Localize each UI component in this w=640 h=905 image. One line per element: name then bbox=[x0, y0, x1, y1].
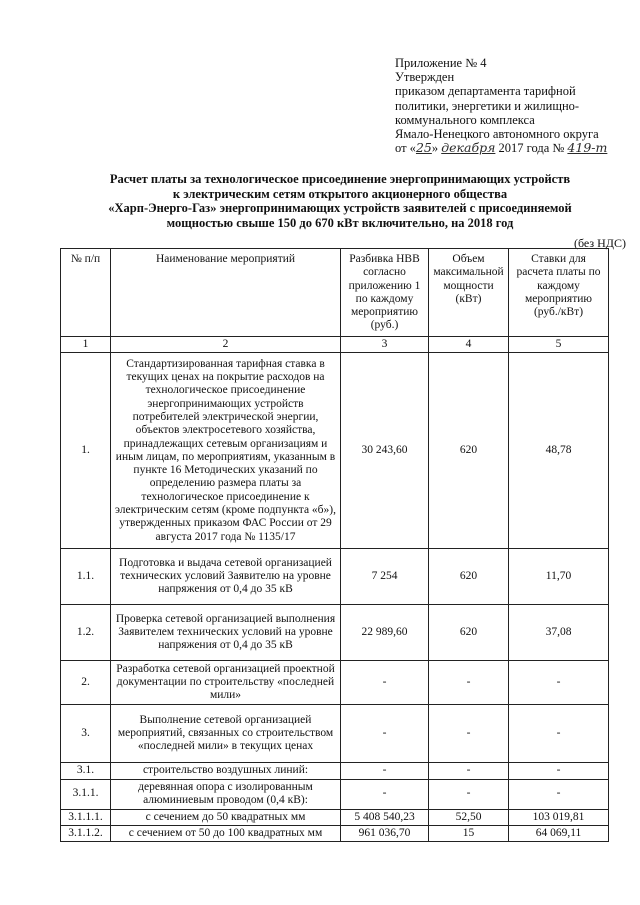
row-name: Разработка сетевой организацией проектной документации по строительству «последней мили» bbox=[111, 661, 341, 705]
table-row bbox=[61, 353, 609, 549]
row-power: - bbox=[429, 705, 509, 763]
header-rate: Ставки для расчета платы по каждому мероприятию (руб./кВт) bbox=[509, 249, 609, 337]
header-num: № п/п bbox=[61, 249, 111, 337]
row-rate: 37,08 bbox=[509, 605, 609, 661]
row-num: 3.1.1.2. bbox=[61, 825, 111, 841]
row-nvv: 5 408 540,23 bbox=[341, 809, 429, 825]
row-power: 52,50 bbox=[429, 809, 509, 825]
vat-note: (без НДС) bbox=[573, 236, 626, 250]
row-power: - bbox=[429, 763, 509, 779]
row-power: 620 bbox=[429, 353, 509, 549]
document-title bbox=[60, 172, 620, 230]
approval-line: Ямало-Ненецкого автономного округа bbox=[395, 127, 599, 142]
row-nvv: - bbox=[341, 661, 429, 705]
row-nvv: 7 254 bbox=[341, 549, 429, 605]
approval-line: приказом департамента тарифной bbox=[395, 84, 576, 99]
title-line: «Харп-Энерго-Газ» энергопринимающих устройств заявителей с присоединяемой bbox=[108, 201, 572, 215]
row-name: Стандартизированная тарифная ставка в текущих ценах на покрытие расходов на технологическое присоединение энергопринимающих устройств потребителей электрической энергии, объектов электросетевого хозяйства, принадлежащих сетевым организациям и иным лицам, по мероприятиям, указанным в пункте 16 Методических указаний по определению размера платы за технологическое присоединение к электрическим сетям (кроме подпункта «б»), утвержденных приказом ФАС России от 29 августа 2017 года № 1135/17 bbox=[111, 353, 341, 549]
row-num: 3.1.1. bbox=[61, 779, 111, 809]
row-power: - bbox=[429, 779, 509, 809]
row-rate: 11,70 bbox=[509, 549, 609, 605]
row-num: 1. bbox=[61, 353, 111, 549]
header-row bbox=[61, 249, 609, 337]
calculation-table bbox=[60, 248, 609, 842]
row-name: Выполнение сетевой организацией мероприятий, связанных со строительством «последней мили» в текущих ценах bbox=[111, 705, 341, 763]
row-rate: 64 069,11 bbox=[509, 825, 609, 841]
title-line: мощностью свыше 150 до 670 кВт включительно, на 2018 год bbox=[166, 215, 514, 230]
row-nvv: 30 243,60 bbox=[341, 353, 429, 549]
row-rate: 48,78 bbox=[509, 353, 609, 549]
row-rate: - bbox=[509, 661, 609, 705]
row-rate: - bbox=[509, 763, 609, 779]
table-row bbox=[61, 605, 609, 661]
approval-date-line bbox=[395, 141, 625, 155]
row-name: строительство воздушных линий: bbox=[111, 763, 341, 779]
table-row bbox=[61, 705, 609, 763]
col-number: 3 bbox=[341, 337, 429, 353]
col-number: 2 bbox=[111, 337, 341, 353]
table-row bbox=[61, 809, 609, 825]
row-num: 1.2. bbox=[61, 605, 111, 661]
table-row bbox=[61, 779, 609, 809]
col-number: 4 bbox=[429, 337, 509, 353]
date-mid: » bbox=[431, 141, 442, 156]
header-name: Наименование мероприятий bbox=[111, 249, 341, 337]
row-power: 620 bbox=[429, 549, 509, 605]
row-name: с сечением от 50 до 100 квадратных мм bbox=[111, 825, 341, 841]
column-number-row bbox=[61, 337, 609, 353]
row-name: Подготовка и выдача сетевой организацией технических условий Заявителю на уровне напряжения от 0,4 до 35 кВ bbox=[111, 549, 341, 605]
row-nvv: - bbox=[341, 705, 429, 763]
table-row bbox=[61, 661, 609, 705]
header-nvv: Разбивка НВВ согласно приложению 1 по каждому мероприятию (руб.) bbox=[341, 249, 429, 337]
col-number: 1 bbox=[61, 337, 111, 353]
row-num: 3.1.1.1. bbox=[61, 809, 111, 825]
approval-line: Утвержден bbox=[395, 70, 455, 85]
date-suffix: 2017 года № bbox=[495, 141, 568, 156]
col-number: 5 bbox=[509, 337, 609, 353]
date-month: декабря bbox=[441, 140, 496, 156]
approval-line: политики, энергетики и жилищно- bbox=[395, 98, 580, 113]
row-num: 2. bbox=[61, 661, 111, 705]
row-nvv: - bbox=[341, 779, 429, 809]
row-rate: 103 019,81 bbox=[509, 809, 609, 825]
row-num: 3.1. bbox=[61, 763, 111, 779]
row-name: Проверка сетевой организацией выполнения Заявителем технических условий на уровне напряжения от 0,4 до 35 кВ bbox=[111, 605, 341, 661]
date-prefix: от « bbox=[395, 141, 416, 156]
row-nvv: - bbox=[341, 763, 429, 779]
approval-block bbox=[395, 56, 625, 155]
row-rate: - bbox=[509, 705, 609, 763]
date-day: 25 bbox=[415, 140, 432, 156]
row-power: 15 bbox=[429, 825, 509, 841]
title-line: к электрическим сетям открытого акционерного общества bbox=[172, 186, 508, 201]
approval-line: коммунального комплекса bbox=[395, 112, 535, 127]
row-power: 620 bbox=[429, 605, 509, 661]
row-name: деревянная опора с изолированным алюминиевым проводом (0,4 кВ): bbox=[111, 779, 341, 809]
row-power: - bbox=[429, 661, 509, 705]
title-line: Расчет платы за технологическое присоединение энергопринимающих устройств bbox=[109, 172, 571, 186]
approval-line: Приложение № 4 bbox=[395, 56, 487, 70]
order-number: 419-т bbox=[567, 140, 608, 156]
table-row bbox=[61, 763, 609, 779]
table-row bbox=[61, 825, 609, 841]
row-name: с сечением до 50 квадратных мм bbox=[111, 809, 341, 825]
header-power: Объем максимальной мощности (кВт) bbox=[429, 249, 509, 337]
table-row bbox=[61, 549, 609, 605]
row-nvv: 961 036,70 bbox=[341, 825, 429, 841]
row-num: 1.1. bbox=[61, 549, 111, 605]
row-nvv: 22 989,60 bbox=[341, 605, 429, 661]
row-rate: - bbox=[509, 779, 609, 809]
row-num: 3. bbox=[61, 705, 111, 763]
